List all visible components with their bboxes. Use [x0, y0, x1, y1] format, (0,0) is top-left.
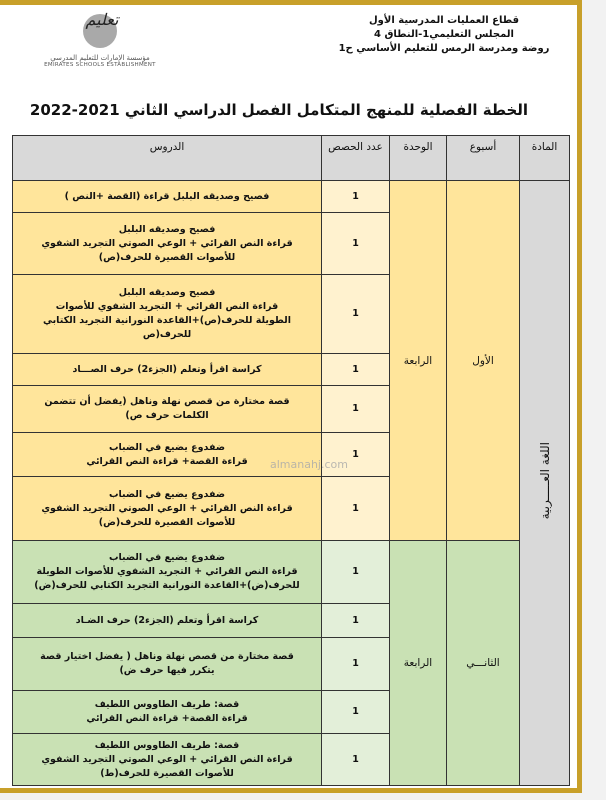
lesson-cell: فصيح وصديقه البلبل قراءة النص القرائي + التجريد الشفوي للأصوات الطويلة للحرف(ص)+القاعدة النورانية التجريد الكتابي للحرف(ص [13, 275, 322, 354]
count-cell: 1 [322, 386, 390, 433]
header-line: قطاع العمليات المدرسية الأول [369, 15, 519, 26]
week-cell: الثانـــي [447, 541, 520, 786]
count-cell: 1 [322, 604, 390, 638]
unit-cell: الرابعة [390, 181, 447, 541]
unit-cell: الرابعة [390, 541, 447, 786]
logo-subtitle-ar: مؤسسة الإمارات للتعليم المدرسي [50, 54, 150, 62]
school-header [314, 14, 574, 56]
count-cell: 1 [322, 638, 390, 691]
lesson-cell: كراسة اقرأ وتعلم (الجزء2) حرف الصـــاد [13, 354, 322, 386]
lesson-cell: كراسة اقرأ وتعلم (الجزء2) حرف الضـاد [13, 604, 322, 638]
lesson-cell: قصة مختارة من قصص نهلة وناهل (يفضل أن تتضمن الكلمات حرف ص) [13, 386, 322, 433]
lesson-cell: قصة: طريف الطاووس اللطيف قراءة النص القرائي + الوعي الصوتي التجريد الشفوي للأصوات القصيرة للحرف(ط) [13, 734, 322, 786]
page-title: الخطة الفصلية للمنهج المتكامل الفصل الدراسي الثاني 2021-2022 [29, 101, 529, 119]
logo-subtitle-en: EMIRATES SCHOOLS ESTABLISHMENT [44, 62, 156, 68]
table-row [13, 181, 570, 213]
ese-logo [40, 10, 160, 68]
lesson-cell: فصيح وصديقه البلبل قراءة (القصة +النص ) [13, 181, 322, 213]
lesson-cell: ضفدوع يضيع في الضباب قراءة النص القرائي + الوعي الصوتي التجريد الشفوي للأصوات القصيرة للحرف(ض) [13, 477, 322, 541]
logo-circle [83, 10, 119, 48]
lesson-cell: قصة: طريف الطاووس اللطيف قراءة القصة+ قراءة النص القرائي [13, 691, 322, 734]
col-week: أسبوع [447, 136, 520, 181]
subject-label: اللغة العـــــربية [537, 441, 552, 520]
count-cell: 1 [322, 275, 390, 354]
count-cell: 1 [322, 433, 390, 477]
lesson-cell: ضفدوع يضيع في الضباب قراءة القصة+ قراءة النص القرائي [13, 433, 322, 477]
lesson-cell: قصة مختارة من قصص نهلة وناهل ( يفضل اختيار قصة يتكرر فيها حرف ض) [13, 638, 322, 691]
table-header-row [13, 136, 570, 181]
header-line: المجلس التعليمي1-النطاق 4 [374, 29, 514, 40]
logo-text: تعليم [85, 10, 119, 29]
count-cell: 1 [322, 181, 390, 213]
col-lessons: الدروس [13, 136, 322, 181]
lesson-cell: فصيح وصديقه البلبل قراءة النص القرائي + الوعي الصوتي التجريد الشفوي للأصوات القصيرة للحرف(ص) [13, 213, 322, 275]
count-cell: 1 [322, 734, 390, 786]
count-cell: 1 [322, 213, 390, 275]
count-cell: 1 [322, 691, 390, 734]
count-cell: 1 [322, 354, 390, 386]
col-subject: المادة [520, 136, 570, 181]
count-cell: 1 [322, 541, 390, 604]
week-cell: الأول [447, 181, 520, 541]
col-count: عدد الحصص [322, 136, 390, 181]
lesson-cell: ضفدوع يضيع في الضباب قراءة النص القرائي + التجريد الشفوي للأصوات الطويلة للحرف(ض)+القاعدة النورانية التجريد الكتابي للحرف(ض) [13, 541, 322, 604]
col-unit: الوحدة [390, 136, 447, 181]
subject-cell [520, 181, 570, 786]
watermark: almanahj.com [270, 458, 348, 471]
count-cell: 1 [322, 477, 390, 541]
header-line: روضة ومدرسة الرمس للتعليم الأساسي ح1 [338, 43, 550, 54]
table-row [13, 541, 570, 604]
